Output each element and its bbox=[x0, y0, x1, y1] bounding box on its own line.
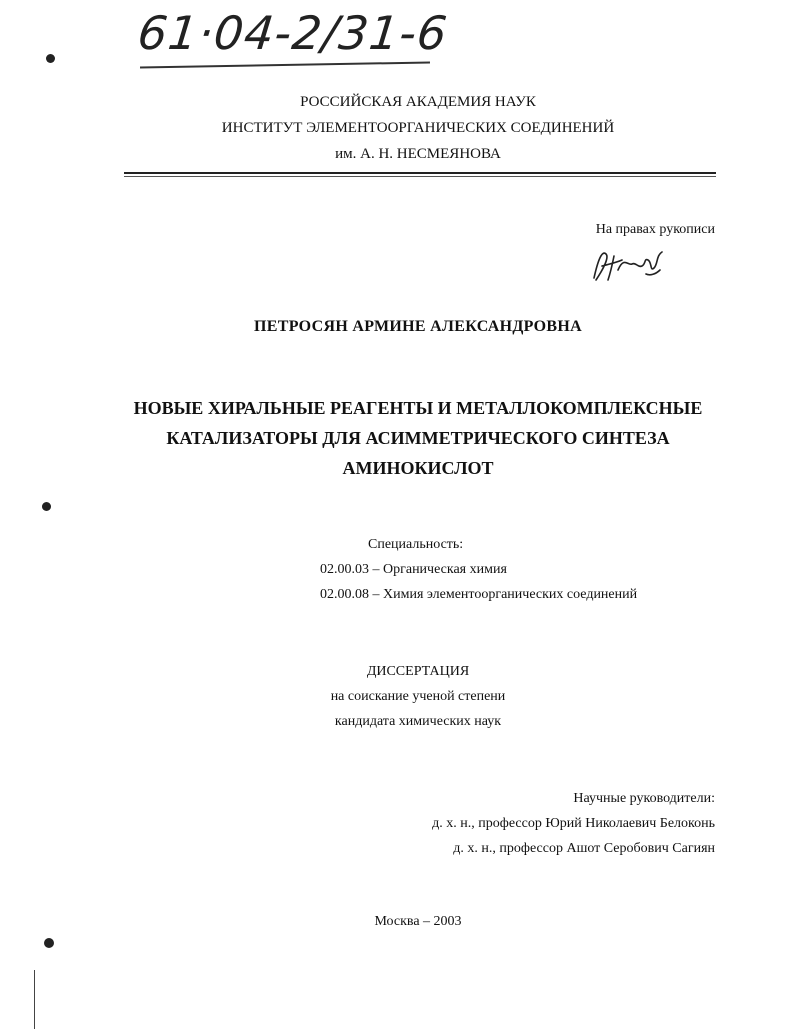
header-rule-thin bbox=[124, 176, 716, 177]
title-line: НОВЫЕ ХИРАЛЬНЫЕ РЕАГЕНТЫ И МЕТАЛЛОКОМПЛЕКСНЫЕ bbox=[133, 398, 703, 418]
named-after: им. А. Н. НЕСМЕЯНОВА bbox=[335, 146, 501, 162]
specialty-label: Специальность: bbox=[368, 537, 464, 552]
title-line: АМИНОКИСЛОТ bbox=[342, 458, 494, 478]
signature bbox=[588, 244, 668, 286]
academy-name: РОССИЙСКАЯ АКАДЕМИЯ НАУК bbox=[300, 94, 536, 110]
header-rule bbox=[124, 172, 716, 174]
supervisor-item: д. х. н., профессор Юрий Николаевич Белоконь bbox=[432, 816, 715, 831]
city-year: Москва – 2003 bbox=[374, 914, 462, 929]
specialty-item: 02.00.08 – Химия элементоорганических соединений bbox=[320, 587, 638, 602]
binding-hole-dot bbox=[42, 502, 51, 511]
manuscript-note: На правах рукописи bbox=[595, 222, 715, 237]
author-name: ПЕТРОСЯН АРМИНЕ АЛЕКСАНДРОВНА bbox=[254, 318, 582, 335]
degree-line: кандидата химических наук bbox=[334, 714, 502, 729]
handwritten-archive-code: 61·04-2/31-6 bbox=[135, 6, 451, 60]
supervisor-item: д. х. н., профессор Ашот Серобович Сагиян bbox=[453, 841, 715, 856]
supervisors-label: Научные руководители: bbox=[573, 791, 715, 806]
degree-line: на соискание ученой степени bbox=[330, 689, 506, 704]
handwritten-underline bbox=[140, 61, 430, 68]
title-line: КАТАЛИЗАТОРЫ ДЛЯ АСИММЕТРИЧЕСКОГО СИНТЕЗА bbox=[166, 428, 670, 448]
page-edge-line bbox=[34, 970, 35, 1029]
binding-hole-dot bbox=[46, 54, 55, 63]
dissertation-heading: ДИССЕРТАЦИЯ bbox=[366, 664, 470, 679]
institute-name: ИНСТИТУТ ЭЛЕМЕНТООРГАНИЧЕСКИХ СОЕДИНЕНИЙ bbox=[221, 120, 615, 136]
specialty-item: 02.00.03 – Органическая химия bbox=[320, 562, 507, 577]
dissertation-title bbox=[60, 393, 776, 483]
binding-hole-dot bbox=[44, 938, 54, 948]
